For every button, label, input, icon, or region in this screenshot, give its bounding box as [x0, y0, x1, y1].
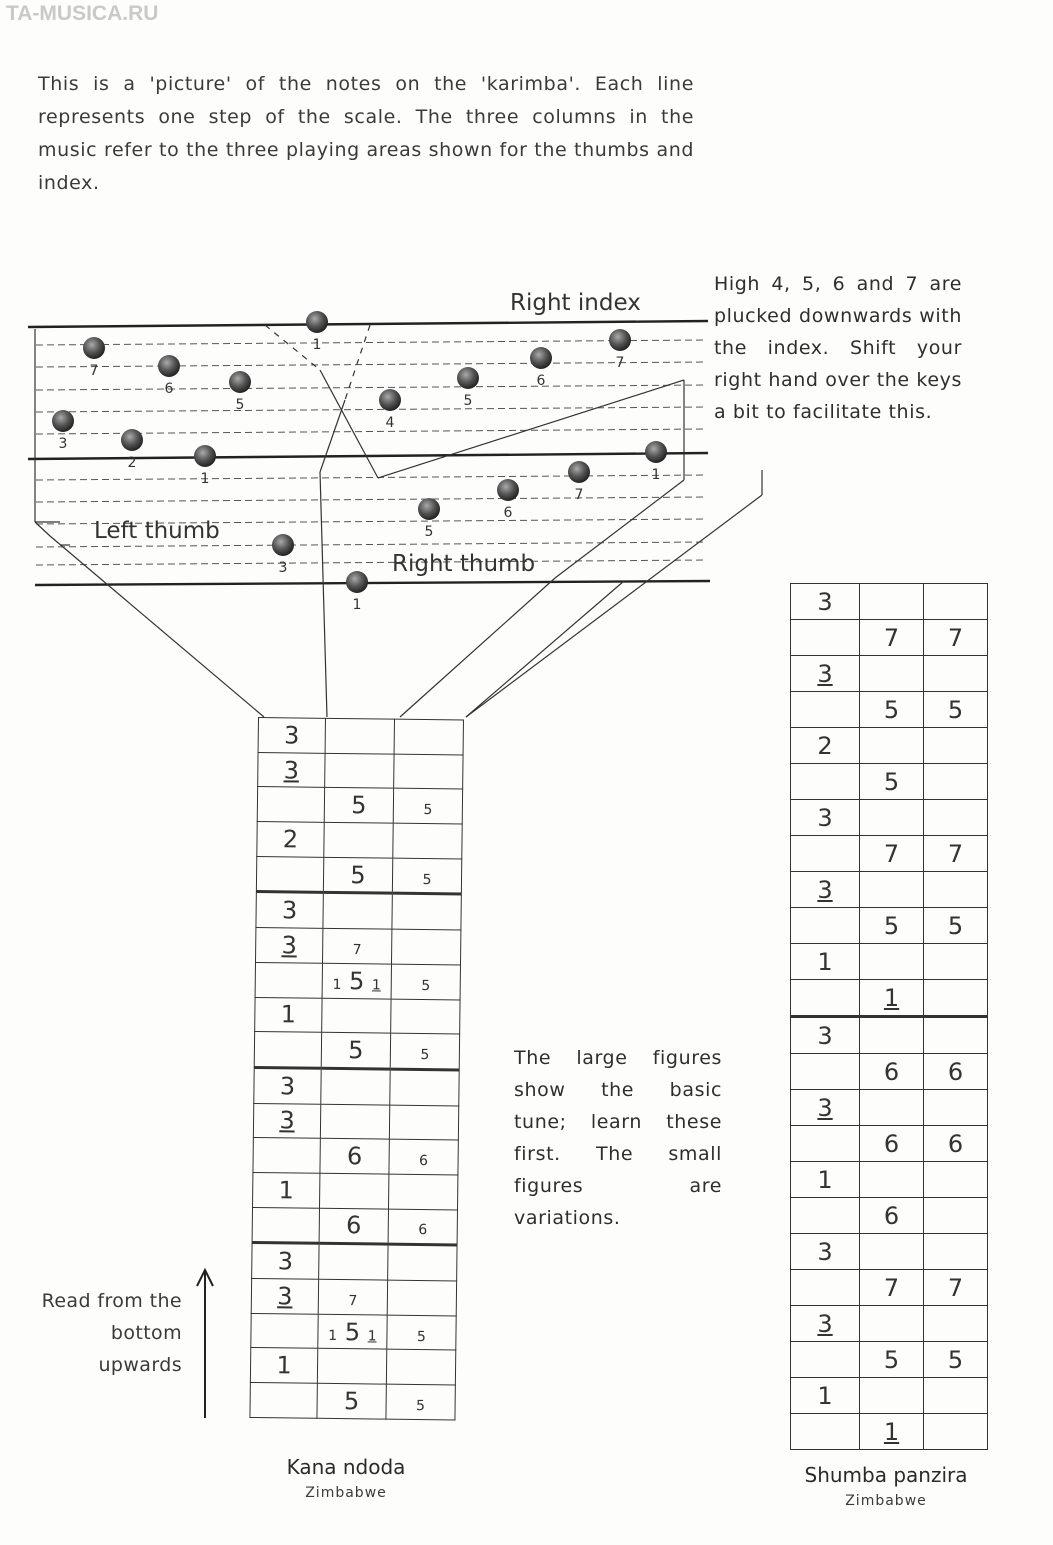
- tablature-cell: [317, 1349, 386, 1385]
- tablature-cell: [322, 963, 391, 999]
- tablature-cell: [319, 1244, 388, 1281]
- tune-figure: 5: [947, 911, 964, 940]
- read-direction-note: Read from the bottom upwards: [41, 1290, 182, 1376]
- tablature-cell: [387, 1280, 456, 1316]
- variation-figure: 5: [423, 802, 433, 819]
- tune-figure: 5: [344, 1317, 361, 1346]
- tablature-cell: [324, 822, 393, 858]
- karimba-key: [194, 445, 216, 467]
- tune-figure: 5: [348, 1036, 364, 1065]
- shumba-panzira-caption: [788, 1463, 984, 1509]
- tablature-cell: [791, 1342, 860, 1378]
- tablature-cell: [791, 980, 860, 1017]
- variation-figure: 5: [421, 977, 431, 994]
- tune-figure: 3: [817, 803, 833, 832]
- tune-figure: 6: [883, 1129, 900, 1158]
- tune-figure: 7: [883, 839, 900, 868]
- tablature-cell: [924, 1162, 988, 1198]
- tablature-row: [251, 1278, 456, 1315]
- tune-figure: 3: [817, 659, 833, 688]
- tune-figure: 3: [277, 1247, 294, 1276]
- tablature-cell: [791, 692, 860, 728]
- tablature-cell: [791, 1090, 860, 1126]
- tablature-row: [255, 962, 460, 999]
- tablature-row: [791, 872, 988, 908]
- tablature-cell: [924, 1306, 988, 1342]
- tablature-cell: [924, 836, 988, 872]
- tablature-cell: [860, 1126, 924, 1162]
- tablature-cell: [388, 1209, 457, 1246]
- tune-figure: 6: [883, 1201, 900, 1230]
- karimba-key: [346, 571, 368, 593]
- variation-figure: 7: [352, 942, 362, 959]
- variation-figure: 1: [367, 1327, 377, 1345]
- right-index-label: Right index: [510, 290, 641, 316]
- karimba-key-number: 5: [463, 393, 473, 409]
- tune-figure: 2: [817, 731, 833, 760]
- tablature-row: [258, 752, 463, 789]
- tune-figure: 7: [947, 1273, 964, 1302]
- tablature-row: [254, 1067, 459, 1105]
- variation-figure: 1: [328, 1327, 338, 1344]
- tune-figure: 1: [280, 1000, 297, 1029]
- tune-figure: 7: [947, 839, 964, 868]
- karimba-key: [568, 461, 590, 483]
- tablature-cell: [254, 1067, 321, 1104]
- tablature-cell: [924, 872, 988, 908]
- tablature-cell: [924, 908, 988, 944]
- tablature-cell: [324, 788, 393, 824]
- tablature-cell: [860, 1054, 924, 1090]
- tablature-cell: [924, 1090, 988, 1126]
- tablature-cell: [791, 620, 860, 656]
- tune-figure: 3: [277, 1282, 293, 1311]
- tune-figure: 3: [817, 1021, 833, 1050]
- karimba-key: [83, 337, 105, 359]
- tablature-row: [791, 764, 988, 800]
- karimba-key: [121, 429, 143, 451]
- kana-ndoda-caption: [258, 1455, 434, 1501]
- tablature-cell: [924, 1270, 988, 1306]
- tablature-row: [791, 620, 988, 656]
- tablature-cell: [390, 1069, 459, 1106]
- tablature-cell: [791, 584, 860, 620]
- tablature-row: [255, 997, 460, 1034]
- tablature-cell: [860, 800, 924, 836]
- tune-figure: 3: [281, 896, 298, 925]
- tune-figure: 1: [276, 1351, 292, 1380]
- tablature-cell: [860, 1342, 924, 1378]
- tablature-cell: [325, 753, 394, 789]
- tune-figure: 3: [283, 755, 300, 785]
- tablature-cell: [924, 800, 988, 836]
- large-figures-note: The large figures show the basic tune; learn these first. The small figures are variations.: [514, 1047, 722, 1229]
- karimba-key-number: 1: [352, 597, 362, 613]
- tablature-row: [791, 728, 988, 764]
- tablature-cell: [924, 728, 988, 764]
- tablature-cell: [392, 858, 461, 895]
- tablature-cell: [253, 1172, 320, 1208]
- tablature-cell: [860, 1378, 924, 1414]
- karimba-key: [530, 347, 552, 369]
- karimba-key: [418, 498, 440, 520]
- tune-figure: 1: [817, 1165, 833, 1194]
- tablature-row: [250, 1383, 455, 1420]
- tablature-cell: [319, 1173, 388, 1209]
- tune-figure: 3: [279, 1072, 296, 1101]
- tablature-cell: [924, 764, 988, 800]
- karimba-key-number: 5: [235, 397, 245, 413]
- tune-figure: 5: [947, 1345, 964, 1374]
- tune-figure: 3: [817, 1237, 833, 1266]
- karimba-key: [609, 329, 631, 351]
- tune-figure: 2: [282, 825, 299, 854]
- tablature-cell: [791, 1126, 860, 1162]
- tune-figure: 3: [817, 875, 833, 904]
- tablature-cell: [791, 1234, 860, 1270]
- tablature-cell: [250, 1348, 317, 1384]
- tablature-row: [256, 928, 461, 965]
- tablature-cell: [252, 1243, 319, 1280]
- left-thumb-label: Left thumb: [94, 518, 220, 544]
- variation-figure: 5: [422, 871, 432, 888]
- tablature-cell: [791, 1270, 860, 1306]
- tablature-row: [791, 836, 988, 872]
- karimba-key-number: 6: [503, 505, 513, 521]
- tablature-cell: [251, 1278, 318, 1314]
- tablature-cell: [924, 1414, 988, 1450]
- tablature-cell: [791, 764, 860, 800]
- karimba-key: [158, 355, 180, 377]
- tablature-cell: [924, 1378, 988, 1414]
- tablature-cell: [791, 872, 860, 908]
- tablature-cell: [317, 1383, 386, 1419]
- tune-figure: 5: [351, 791, 367, 820]
- kana-ndoda-country: Zimbabwe: [305, 1485, 387, 1501]
- tablature-row: [791, 1342, 988, 1378]
- karimba-keys: [52, 311, 667, 613]
- tablature-cell: [791, 836, 860, 872]
- tablature-row: [253, 1138, 458, 1175]
- tablature-cell: [392, 894, 461, 931]
- tablature-row: [250, 1348, 455, 1385]
- tablature-cell: [389, 1105, 458, 1141]
- karimba-key: [229, 371, 251, 393]
- tablature-cell: [318, 1279, 387, 1315]
- tablature-cell: [924, 1017, 988, 1054]
- variation-figure: 5: [420, 1047, 430, 1064]
- tablature-cell: [791, 728, 860, 764]
- tune-figure: 3: [281, 931, 298, 960]
- shumba-panzira-title: Shumba panzira: [804, 1463, 968, 1487]
- tune-figure: 3: [817, 1093, 833, 1122]
- tablature-cell: [388, 1174, 457, 1210]
- tablature-row: [253, 1103, 458, 1140]
- tablature-row: [791, 1126, 988, 1162]
- tune-figure: 5: [348, 966, 365, 995]
- tune-figure: 1: [883, 1417, 900, 1446]
- karimba-key-number: 1: [312, 337, 322, 353]
- karimba-key: [497, 479, 519, 501]
- karimba-key: [379, 389, 401, 411]
- tune-figure: 3: [817, 587, 833, 616]
- karimba-key-number: 3: [58, 436, 68, 452]
- tablature-row: [791, 1162, 988, 1198]
- tablature-cell: [319, 1208, 388, 1245]
- tablature-cell: [791, 656, 860, 692]
- tablature-row: [256, 892, 461, 930]
- variation-figure: 1: [332, 976, 342, 993]
- shumba-panzira-country: Zimbabwe: [845, 1493, 927, 1509]
- tune-figure: 1: [278, 1176, 295, 1205]
- tablature-cell: [860, 980, 924, 1017]
- tune-figure: 1: [817, 1381, 833, 1410]
- tune-figure: 5: [343, 1387, 360, 1416]
- tablature-cell: [791, 1054, 860, 1090]
- tablature-cell: [253, 1138, 320, 1174]
- tablature-cell: [924, 1054, 988, 1090]
- karimba-key: [457, 367, 479, 389]
- tablature-row: [258, 718, 463, 755]
- tablature-cell: [860, 1414, 924, 1450]
- tablature-row: [791, 1414, 988, 1450]
- intro-paragraph: This is a 'picture' of the notes on the 'karimba'. Each line represents one step of the scale. The three columns in the music refer to the three playing areas shown for the thumbs and index.: [38, 73, 694, 194]
- tablature-cell: [387, 1315, 456, 1351]
- tablature-row: [791, 692, 988, 728]
- variation-figure: 1: [371, 977, 382, 994]
- tablature-cell: [394, 754, 463, 790]
- tablature-cell: [325, 718, 394, 754]
- variation-figure: 6: [419, 1153, 429, 1170]
- high-notes-instruction: High 4, 5, 6 and 7 are plucked downwards with the index. Shift your right hand over the keys a bit to facilitate this.: [714, 273, 962, 423]
- tablature-cell: [321, 1068, 390, 1105]
- tablature-cell: [860, 1306, 924, 1342]
- karimba-key: [272, 534, 294, 556]
- tablature-cell: [924, 692, 988, 728]
- tune-figure: 7: [947, 623, 964, 652]
- tablature-cell: [257, 787, 324, 823]
- karimba-key-number: 7: [89, 363, 99, 379]
- tablature-row: [252, 1243, 457, 1281]
- tablature-row: [791, 1054, 988, 1090]
- tune-figure: 7: [883, 623, 900, 652]
- tablature-cell: [860, 620, 924, 656]
- tune-figure: 5: [883, 1345, 900, 1374]
- tablature-cell: [860, 764, 924, 800]
- tablature-cell: [924, 656, 988, 692]
- tablature-row: [257, 787, 462, 824]
- tablature-cell: [393, 789, 462, 825]
- tablature-cell: [860, 944, 924, 980]
- tablature-row: [791, 1306, 988, 1342]
- karimba-key-number: 1: [200, 471, 210, 487]
- tablature-row: [791, 980, 988, 1017]
- tablature-cell: [320, 1104, 389, 1140]
- karimba-key: [306, 311, 328, 333]
- tablature-cell: [860, 872, 924, 908]
- tablature-cell: [256, 856, 323, 893]
- tablature-cell: [791, 1306, 860, 1342]
- tablature-cell: [860, 1234, 924, 1270]
- tablature-cell: [386, 1384, 455, 1420]
- tablature-cell: [390, 1033, 459, 1070]
- tablature-cell: [791, 1414, 860, 1450]
- tune-figure: 3: [817, 1309, 833, 1338]
- karimba-key-number: 6: [536, 373, 546, 389]
- tune-figure: 1: [883, 983, 900, 1012]
- right-thumb-label: Right thumb: [392, 551, 536, 577]
- tablature-cell: [323, 857, 392, 894]
- tablature-cell: [860, 1270, 924, 1306]
- tablature-cell: [791, 1378, 860, 1414]
- tablature-cell: [255, 997, 322, 1033]
- tablature-cell: [924, 980, 988, 1017]
- tablature-cell: [924, 1126, 988, 1162]
- tablature-cell: [389, 1139, 458, 1175]
- tablature-row: [251, 1313, 456, 1350]
- variation-figure: 5: [416, 1328, 426, 1345]
- tune-figure: 6: [883, 1057, 900, 1086]
- tablature-cell: [924, 1198, 988, 1234]
- tablature-cell: [924, 1342, 988, 1378]
- tablature-cell: [791, 1162, 860, 1198]
- tablature-cell: [391, 964, 460, 1000]
- karimba-key-number: 4: [385, 415, 395, 431]
- tablature-cell: [924, 944, 988, 980]
- karimba-key-number: 2: [127, 455, 137, 471]
- tablature-cell: [924, 1234, 988, 1270]
- tablature-cell: [251, 1313, 318, 1349]
- karimba-key-number: 7: [615, 355, 625, 371]
- tablature-cell: [391, 929, 460, 965]
- variation-figure: 6: [418, 1222, 428, 1239]
- tablature-row: [791, 656, 988, 692]
- tune-figure: 5: [883, 911, 900, 940]
- variation-figure: 5: [416, 1397, 426, 1414]
- tablature-row: [252, 1207, 457, 1245]
- tablature-cell: [860, 1198, 924, 1234]
- tablature-cell: [257, 822, 324, 858]
- karimba-key: [52, 410, 74, 432]
- tablature-cell: [322, 998, 391, 1034]
- tablature-cell: [258, 718, 325, 754]
- tablature-row: [256, 856, 461, 894]
- shumba-panzira-tablature: [790, 583, 988, 1450]
- tune-figure: 6: [345, 1211, 362, 1240]
- tablature-cell: [860, 1090, 924, 1126]
- tablature-row: [791, 1017, 988, 1054]
- tune-figure: 5: [947, 695, 964, 724]
- tablature-cell: [321, 1032, 390, 1069]
- karimba-key-number: 3: [278, 560, 288, 576]
- tablature-cell: [250, 1383, 317, 1419]
- variation-figure: 7: [348, 1292, 358, 1310]
- tune-figure: 5: [350, 860, 366, 889]
- karimba-key-number: 6: [164, 381, 174, 397]
- tablature-cell: [320, 1139, 389, 1175]
- kana-ndoda-tablature: [249, 717, 464, 1420]
- tablature-cell: [860, 656, 924, 692]
- area-boundaries: [28, 321, 710, 585]
- tune-figure: 6: [947, 1057, 964, 1086]
- tablature-cell: [860, 1162, 924, 1198]
- tablature-cell: [791, 1017, 860, 1054]
- tablature-row: [253, 1172, 458, 1209]
- tune-figure: 3: [283, 721, 300, 750]
- tablature-cell: [860, 836, 924, 872]
- tablature-row: [791, 944, 988, 980]
- tablature-cell: [323, 893, 392, 930]
- tablature-cell: [860, 584, 924, 620]
- tablature-cell: [791, 800, 860, 836]
- tablature-row: [791, 908, 988, 944]
- tablature-cell: [252, 1207, 319, 1244]
- tablature-row: [254, 1032, 459, 1070]
- tablature-cell: [791, 944, 860, 980]
- tune-figure: 3: [279, 1106, 295, 1135]
- tablature-cell: [391, 999, 460, 1035]
- tablature-cell: [860, 728, 924, 764]
- tablature-cell: [860, 692, 924, 728]
- tablature-cell: [255, 962, 322, 998]
- tablature-cell: [386, 1349, 455, 1385]
- tablature-row: [791, 1270, 988, 1306]
- kana-ndoda-title: Kana ndoda: [286, 1455, 406, 1479]
- tablature-cell: [393, 823, 462, 859]
- tablature-row: [257, 822, 462, 859]
- tune-figure: 5: [883, 695, 900, 724]
- tune-figure: 6: [947, 1129, 964, 1158]
- tablature-row: [791, 1378, 988, 1414]
- tune-figure: 7: [883, 1273, 900, 1302]
- watermark: TA-MUSICA.RU: [6, 2, 159, 25]
- tablature-cell: [253, 1103, 320, 1139]
- tablature-row: [791, 1090, 988, 1126]
- tablature-row: [791, 584, 988, 620]
- tune-figure: 5: [883, 767, 900, 796]
- tune-figure: 6: [346, 1142, 363, 1171]
- tablature-cell: [791, 1198, 860, 1234]
- tablature-row: [791, 800, 988, 836]
- tablature-cell: [258, 752, 325, 788]
- tablature-cell: [860, 1017, 924, 1054]
- tune-figure: 1: [817, 947, 833, 976]
- tablature-row: [791, 1234, 988, 1270]
- tablature-cell: [791, 908, 860, 944]
- tablature-cell: [256, 892, 323, 929]
- tablature-cell: [394, 719, 463, 755]
- tablature-cell: [924, 584, 988, 620]
- tablature-cell: [318, 1314, 387, 1350]
- read-arrow: [197, 1270, 213, 1418]
- tablature-cell: [256, 928, 323, 964]
- tablature-cell: [322, 928, 391, 964]
- tablature-row: [791, 1198, 988, 1234]
- tablature-cell: [860, 908, 924, 944]
- tablature-cell: [388, 1244, 457, 1281]
- karimba-key-number: 5: [424, 524, 434, 540]
- tablature-cell: [254, 1032, 321, 1069]
- karimba-key: [645, 441, 667, 463]
- tablature-cell: [924, 620, 988, 656]
- karimba-key-number: 7: [574, 487, 584, 503]
- karimba-key-number: 1: [651, 467, 661, 483]
